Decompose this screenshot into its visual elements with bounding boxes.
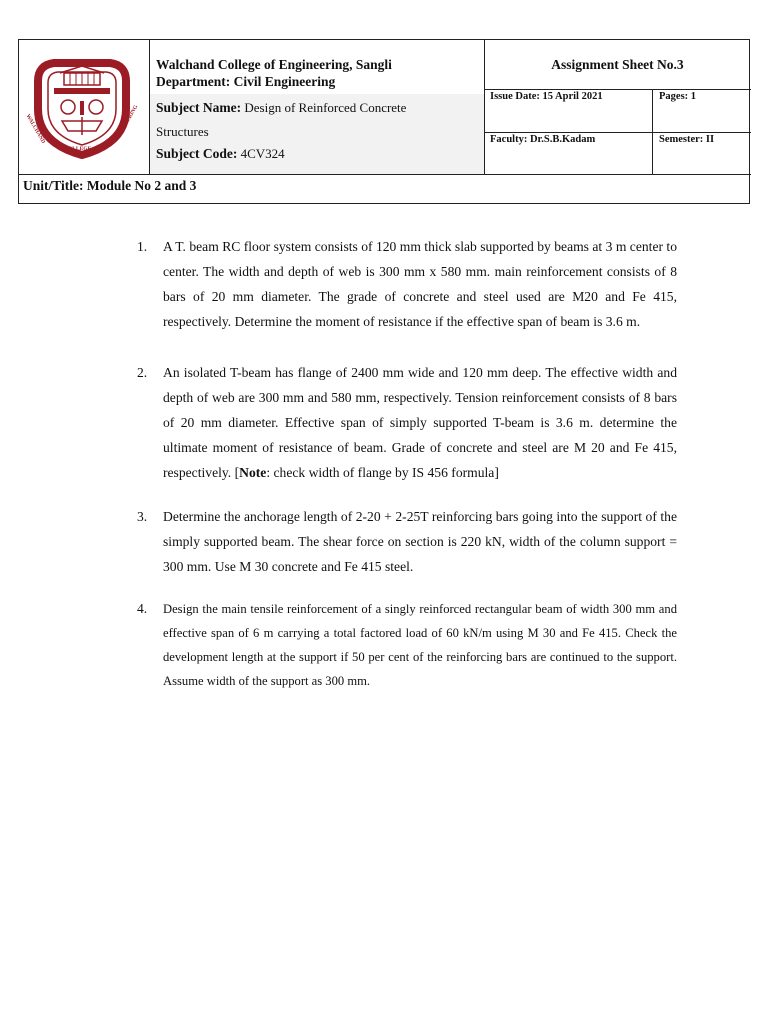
college-name: Walchand College of Engineering, Sangli: [156, 57, 392, 72]
question-text: A T. beam RC floor system consists of 120 mm thick slab supported by beams at 3 m center to center. The width and depth of web is 300 mm x 580 mm. main reinforcement consists of 8 bars of 20 mm diameter. The grade of concrete and steel used are M20 and Fe 415, respectively. Determine the moment of resistance if the effective span of beam is 3.6 m.: [163, 239, 677, 329]
department-name: Department: Civil Engineering: [156, 74, 336, 89]
subject-code-value: 4CV324: [240, 146, 285, 161]
logo-ring-left: WALCHAND: [24, 113, 47, 145]
question-text-cont: : check width of flange by IS 456 formula]: [266, 465, 499, 480]
question-number: 2.: [137, 365, 148, 380]
faculty-name: Faculty: Dr.S.B.Kadam: [490, 134, 596, 145]
question-item: [137, 504, 677, 579]
divider: [19, 174, 751, 175]
issue-date: Issue Date: 15 April 2021: [490, 91, 603, 102]
page-count: Pages: 1: [659, 91, 697, 102]
question-item: [137, 234, 677, 334]
question-number: 1.: [137, 239, 148, 254]
question-text: Determine the anchorage length of 2-20 + 2-25T reinforcing bars going into the support of the simply supported beam. The shear force on section is 220 kN, width of the column support = 300 mm. Use M 30 concrete and Fe 415 steel.: [163, 509, 677, 574]
college-logo: [19, 40, 149, 174]
assignment-title: Assignment Sheet No.3: [551, 57, 684, 72]
question-item: [137, 597, 677, 693]
question-item: [137, 360, 677, 485]
unit-title: Unit/Title: Module No 2 and 3: [23, 178, 197, 193]
subject-name: [156, 96, 476, 144]
subject-name-value-cont: Structures: [156, 124, 209, 139]
subject-name-value: Design of Reinforced Concrete: [244, 100, 407, 115]
subject-code-label: Subject Code:: [156, 146, 238, 161]
logo-ring-bottom: COLLEGE OF: [64, 146, 101, 152]
question-number: 4.: [137, 601, 148, 616]
question-number: 3.: [137, 509, 148, 524]
divider: [484, 89, 751, 90]
subject-code: [156, 146, 285, 162]
semester: Semester: II: [659, 134, 715, 145]
question-list: [137, 234, 677, 693]
logo-ring-right: ENGINEERING: [114, 104, 140, 142]
subject-name-label: Subject Name:: [156, 100, 242, 115]
note-label: Note: [239, 465, 267, 480]
divider: [484, 132, 751, 133]
header-table: [18, 39, 750, 204]
logo-motto: स्वावलंबन सेवा: [59, 90, 86, 95]
question-text: An isolated T-beam has flange of 2400 mm wide and 120 mm deep. The effective width and depth of web are 300 mm and 580 mm, respectively. Tension reinforcement consists of 8 bars of 20 mm diameter. Effective span of simply supported T-beam is 3.6 m. determine the ultimate moment of resistance of beam. Grade of concrete and steel are M 20 and Fe 415, respectively. [: [163, 365, 677, 480]
question-text: Design the main tensile reinforcement of a singly reinforced rectangular beam of width 300 mm and effective span of 6 m carrying a total factored load of 60 kN/m using M 30 and Fe 415. Check the development length at the support if 50 per cent of the reinforcing bars are continued to the support. Assume width of the support as 300 mm.: [163, 602, 677, 688]
